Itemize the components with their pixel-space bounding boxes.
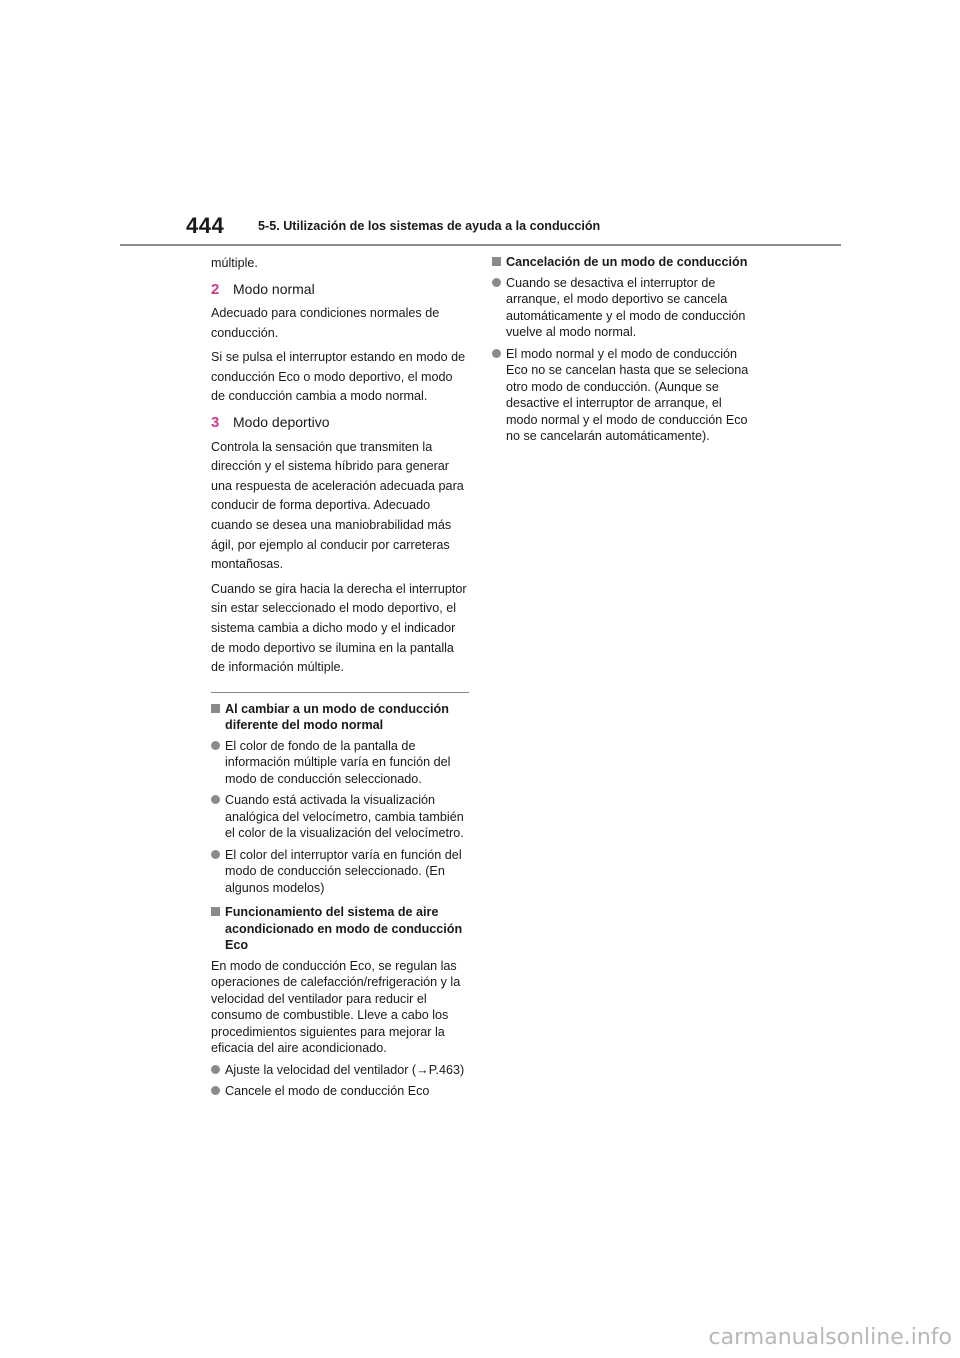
bullet-item [211, 1083, 469, 1100]
mode-sport-paragraph: Cuando se gira hacia la derecha el interruptor sin estar seleccionado el modo deportivo, el sistema cambia a dicho modo y el indicador de modo deportivo se ilumina en la pantalla de información múltiple. [211, 581, 467, 675]
note-text: En modo de conducción Eco, se regulan las operaciones de calefacción/refrigeración y la velocidad del ventilador para reducir el consumo de combustible. Lleve a cabo los procedimientos siguientes para mejorar la eficacia del aire acondicionado. [211, 958, 461, 1056]
mode-number: 2 [211, 280, 220, 298]
bullet-text: Cancele el modo de conducción Eco [225, 1084, 430, 1099]
section-divider [211, 692, 469, 693]
bullet-dot-icon [492, 349, 501, 358]
bullet-dot-icon [211, 741, 220, 750]
watermark: carmanualsonline.info [708, 1325, 952, 1350]
bullet-dot-icon [211, 850, 220, 859]
bullet-item [492, 346, 752, 445]
section-title: 5-5. Utilización de los sistemas de ayuda a la conducción [258, 219, 601, 233]
bullet-item [492, 275, 752, 341]
bullet-item [211, 1062, 469, 1079]
bullet-dot-icon [492, 278, 501, 287]
mode-title: Modo normal [233, 280, 315, 297]
note-heading [211, 701, 469, 734]
intro-tail: múltiple. [211, 256, 258, 270]
bullet-text: El modo normal y el modo de conducción Eco no se cancelan hasta que se seleciona otro modo de conducción. (Aunque se desactive el interruptor de arranque, el modo normal y el modo de conducción Eco no se cancelarán automáticamente). [506, 346, 749, 443]
bullet-dot-icon [211, 1065, 220, 1074]
mode-normal-paragraph: Adecuado para condiciones normales de conducción. [211, 306, 440, 340]
mode-number: 3 [211, 414, 220, 432]
page-number: 444 [186, 213, 225, 238]
bullet-text: Cuando se desactiva el interruptor de arranque, el modo deportivo se cancela automáticamente y el modo de conducción vuelve al modo normal. [506, 275, 746, 339]
bullet-item [211, 738, 469, 788]
header-rule [120, 244, 841, 246]
bullet-dot-icon [211, 795, 220, 804]
bullet-item [211, 792, 469, 842]
note-heading-text: Cancelación de un modo de conducción [506, 255, 748, 269]
bullet-item [211, 847, 469, 897]
mode-normal-heading [211, 281, 469, 299]
square-marker-icon [492, 257, 501, 266]
left-column [211, 254, 469, 1105]
mode-sport-paragraph: Controla la sensación que transmiten la dirección y el sistema híbrido para generar una respuesta de aceleración adecuada para conducir de forma deportiva. Adecuado cuando se desea una maniobrabilidad más ágil, por ejemplo al conducir por carreteras montañosas. [211, 439, 464, 572]
note-heading [492, 254, 752, 271]
square-marker-icon [211, 907, 220, 916]
note-heading-text: Funcionamiento del sistema de aire acondicionado en modo de conducción Eco [225, 905, 463, 953]
mode-title: Modo deportivo [233, 414, 330, 431]
square-marker-icon [211, 704, 220, 713]
mode-normal-paragraph: Si se pulsa el interruptor estando en modo de conducción Eco o modo deportivo, el modo de conducción cambia a modo normal. [211, 350, 466, 404]
bullet-dot-icon [211, 1086, 220, 1095]
bullet-text: El color de fondo de la pantalla de información múltiple varía en función del modo de conducción seleccionado. [225, 738, 451, 786]
right-column [492, 254, 752, 450]
bullet-text: Cuando está activada la visualización analógica del velocímetro, cambia también el color de la visualización del velocímetro. [225, 793, 464, 841]
note-heading-text: Al cambiar a un modo de conducción diferente del modo normal [225, 701, 449, 733]
mode-sport-heading [211, 414, 469, 432]
note-heading [211, 904, 469, 954]
bullet-text: Ajuste la velocidad del ventilador (→P.463) [225, 1062, 465, 1077]
bullet-text: El color del interruptor varía en función del modo de conducción seleccionado. (En algunos modelos) [225, 847, 462, 895]
